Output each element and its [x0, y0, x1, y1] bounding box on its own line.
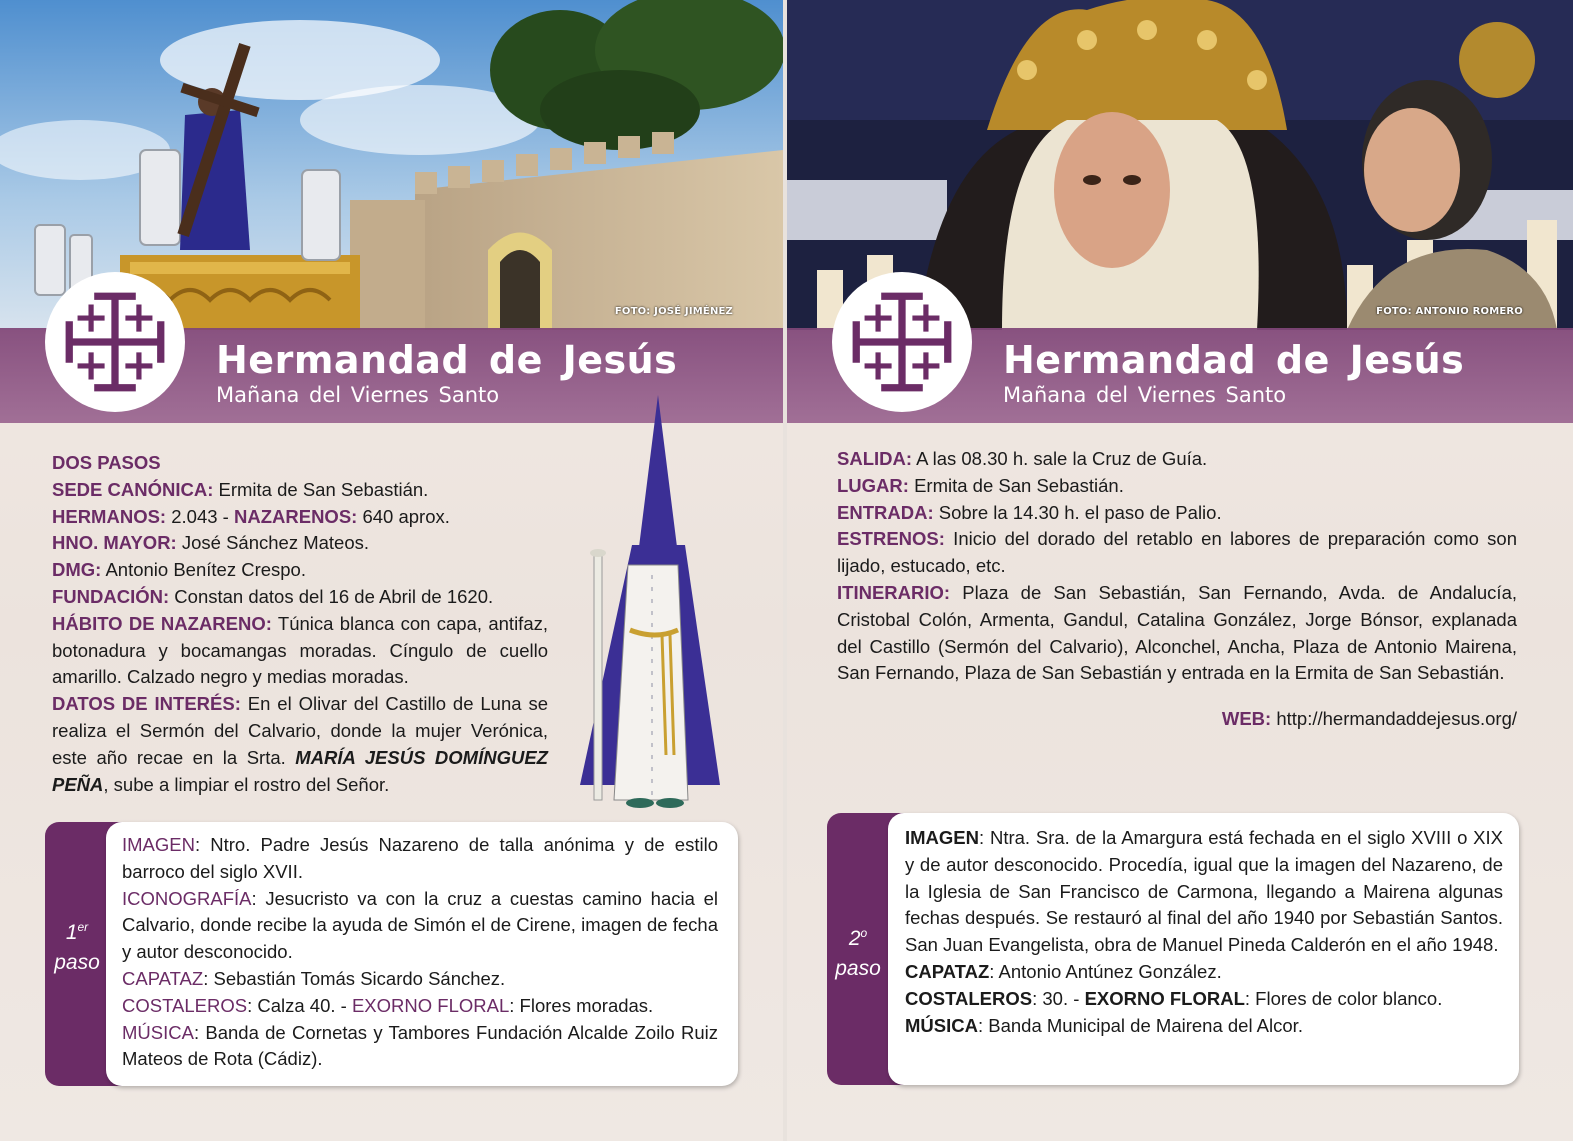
paso-2-word: paso — [835, 957, 881, 980]
web-label: WEB: — [1221, 708, 1272, 730]
habito-value: Túnica blanca con capa, antifaz, botonadura y bocamangas moradas. Cíngulo de cuello amarillo. Calzado negro y medias moradas. — [52, 612, 548, 688]
datos-label: DATOS DE INTERÉS: — [52, 693, 241, 715]
musica-label: MÚSICA — [122, 1021, 194, 1043]
dos-pasos-label: DOS PASOS — [52, 452, 161, 473]
costaleros-value: : 30. - — [1032, 987, 1085, 1009]
estrenos-value: Inicio del dorado del retablo en labores de preparación como son lijado, estucado, etc. — [837, 528, 1517, 577]
entrada-label: ENTRADA: — [837, 501, 934, 523]
mayor-value: José Sánchez Mateos. — [176, 532, 370, 554]
paso-1-text — [122, 832, 718, 1073]
paso-1-word: paso — [54, 951, 100, 974]
paso-1-label — [46, 912, 108, 978]
entrada-value: Sobre la 14.30 h. el paso de Palio. — [933, 501, 1222, 523]
musica-value: : Banda Municipal de Mairena del Alcor. — [977, 1014, 1303, 1036]
exorno-value: : Flores moradas. — [509, 994, 654, 1016]
costaleros-value: : Calza 40. - — [247, 994, 352, 1016]
itinerario-value: Plaza de San Sebastián, San Fernando, Avda. de Andalucía, Cristobal Colón, Armenta, Gandul, Catalina González, Jorge Bónsor, explanada del Castillo (Sermón del Calvario), Alconchel, Ancha, Plaza de Antonio Mairena, San Fernando, Plaza de San Sebastián y entrada en la Ermita de San Sebastián. — [837, 581, 1517, 684]
photo-credit: FOTO: JOSÉ JIMÉNEZ — [614, 306, 733, 317]
datos-value-b: , sube a limpiar el rostro del Señor. — [103, 773, 390, 795]
page-title: Hermandad de Jesús — [1003, 338, 1465, 382]
paso-1-number: 1 — [65, 921, 78, 944]
imagen-value: : Ntra. Sra. de la Amargura está fechada en el siglo XVIII o XIX y de autor desconocido. Procedía, igual que la imagen del Nazareno, de la Iglesia de San Francisco de Carmona, llegando a Mairena algunas fechas después. Se restauró al final del año 1940 por Sebastián Santos. San Juan Evangelista, obra de Manuel Pineda Calderón en el año 1948. — [905, 827, 1503, 956]
nazarenos-label: NAZARENOS: — [233, 505, 358, 527]
hermanos-value: 2.043 - — [166, 505, 234, 527]
page-title: Hermandad de Jesús — [216, 338, 678, 382]
exorno-value: : Flores de color blanco. — [1244, 987, 1443, 1009]
exorno-label: EXORNO FLORAL — [1084, 987, 1245, 1009]
musica-value: : Banda de Cornetas y Tambores Fundación Alcalde Zoilo Ruiz Mateos de Rota (Cádiz). — [122, 1021, 718, 1070]
sede-label: SEDE CANÓNICA: — [52, 478, 214, 500]
fundacion-label: FUNDACIÓN: — [52, 585, 170, 607]
iconografia-value: : Jesucristo va con la cruz a cuestas camino hacia el Calvario, donde recibe la ayuda de Simón el de Cirene, imagen de fecha y autor desconocido. — [122, 887, 718, 963]
sede-value: Ermita de San Sebastián. — [213, 478, 429, 500]
salida-value: A las 08.30 h. sale la Cruz de Guía. — [912, 448, 1208, 469]
paso-2-label — [827, 918, 889, 984]
info-block — [52, 450, 548, 798]
iconografia-label: ICONOGRAFÍA — [122, 887, 252, 909]
paso-2-number: 2 — [848, 927, 861, 950]
veronica-name: MARÍA JESÚS DOMÍNGUEZ PEÑA — [52, 746, 548, 795]
habito-label: HÁBITO DE NAZARENO: — [52, 612, 272, 634]
imagen-value: : Ntro. Padre Jesús Nazareno de talla anónima y de estilo barroco del siglo XVII. — [122, 834, 718, 882]
hermanos-label: HERMANOS: — [52, 505, 167, 527]
photo-credit: FOTO: ANTONIO ROMERO — [1376, 306, 1523, 317]
paso-2-text — [905, 825, 1503, 1039]
fundacion-value: Constan datos del 16 de Abril de 1620. — [169, 585, 494, 607]
paso-2-card — [888, 813, 1519, 1085]
costaleros-label: COSTALEROS — [122, 994, 248, 1016]
paso-1-sup: er — [77, 920, 89, 934]
imagen-label: IMAGEN — [905, 827, 979, 848]
page-subtitle: Mañana del Viernes Santo — [216, 383, 500, 407]
dmg-label: DMG: — [52, 559, 102, 581]
web-link[interactable]: http://hermandaddejesus.org/ — [1271, 708, 1517, 730]
paso-2-sup: o — [860, 926, 868, 940]
left-page — [0, 0, 783, 1141]
lugar-value: Ermita de San Sebastián. — [908, 474, 1124, 496]
lugar-label: LUGAR: — [837, 474, 909, 496]
estrenos-label: ESTRENOS: — [837, 528, 945, 550]
mayor-label: HNO. MAYOR: — [52, 532, 177, 554]
capataz-value: : Antonio Antúnez González. — [989, 960, 1222, 982]
datos-value-a: En el Olivar del Castillo de Luna se realiza el Sermón del Calvario, donde la mujer Verónica, este año recae en la Srta. — [52, 693, 548, 768]
info-block — [837, 446, 1517, 733]
right-page — [787, 0, 1573, 1141]
capataz-label: CAPATAZ — [122, 967, 204, 989]
exorno-label: EXORNO FLORAL — [351, 994, 510, 1016]
hermandad-logo — [832, 272, 972, 412]
nazareno-figure-icon — [570, 395, 732, 815]
costaleros-label: COSTALEROS — [905, 987, 1033, 1009]
page-subtitle: Mañana del Viernes Santo — [1003, 383, 1287, 407]
jerusalem-cross-icon — [850, 290, 954, 394]
dmg-value: Antonio Benítez Crespo. — [101, 559, 306, 581]
itinerario-label: ITINERARIO: — [837, 581, 951, 603]
capataz-value: : Sebastián Tomás Sicardo Sánchez. — [203, 967, 506, 989]
musica-label: MÚSICA — [905, 1014, 978, 1036]
imagen-label: IMAGEN — [122, 834, 195, 855]
capataz-label: CAPATAZ — [905, 960, 990, 982]
hermandad-logo — [45, 272, 185, 412]
paso-1-card — [106, 822, 738, 1086]
nazarenos-value: 640 aprox. — [357, 505, 450, 527]
jerusalem-cross-icon — [63, 290, 167, 394]
salida-label: SALIDA: — [837, 448, 913, 469]
